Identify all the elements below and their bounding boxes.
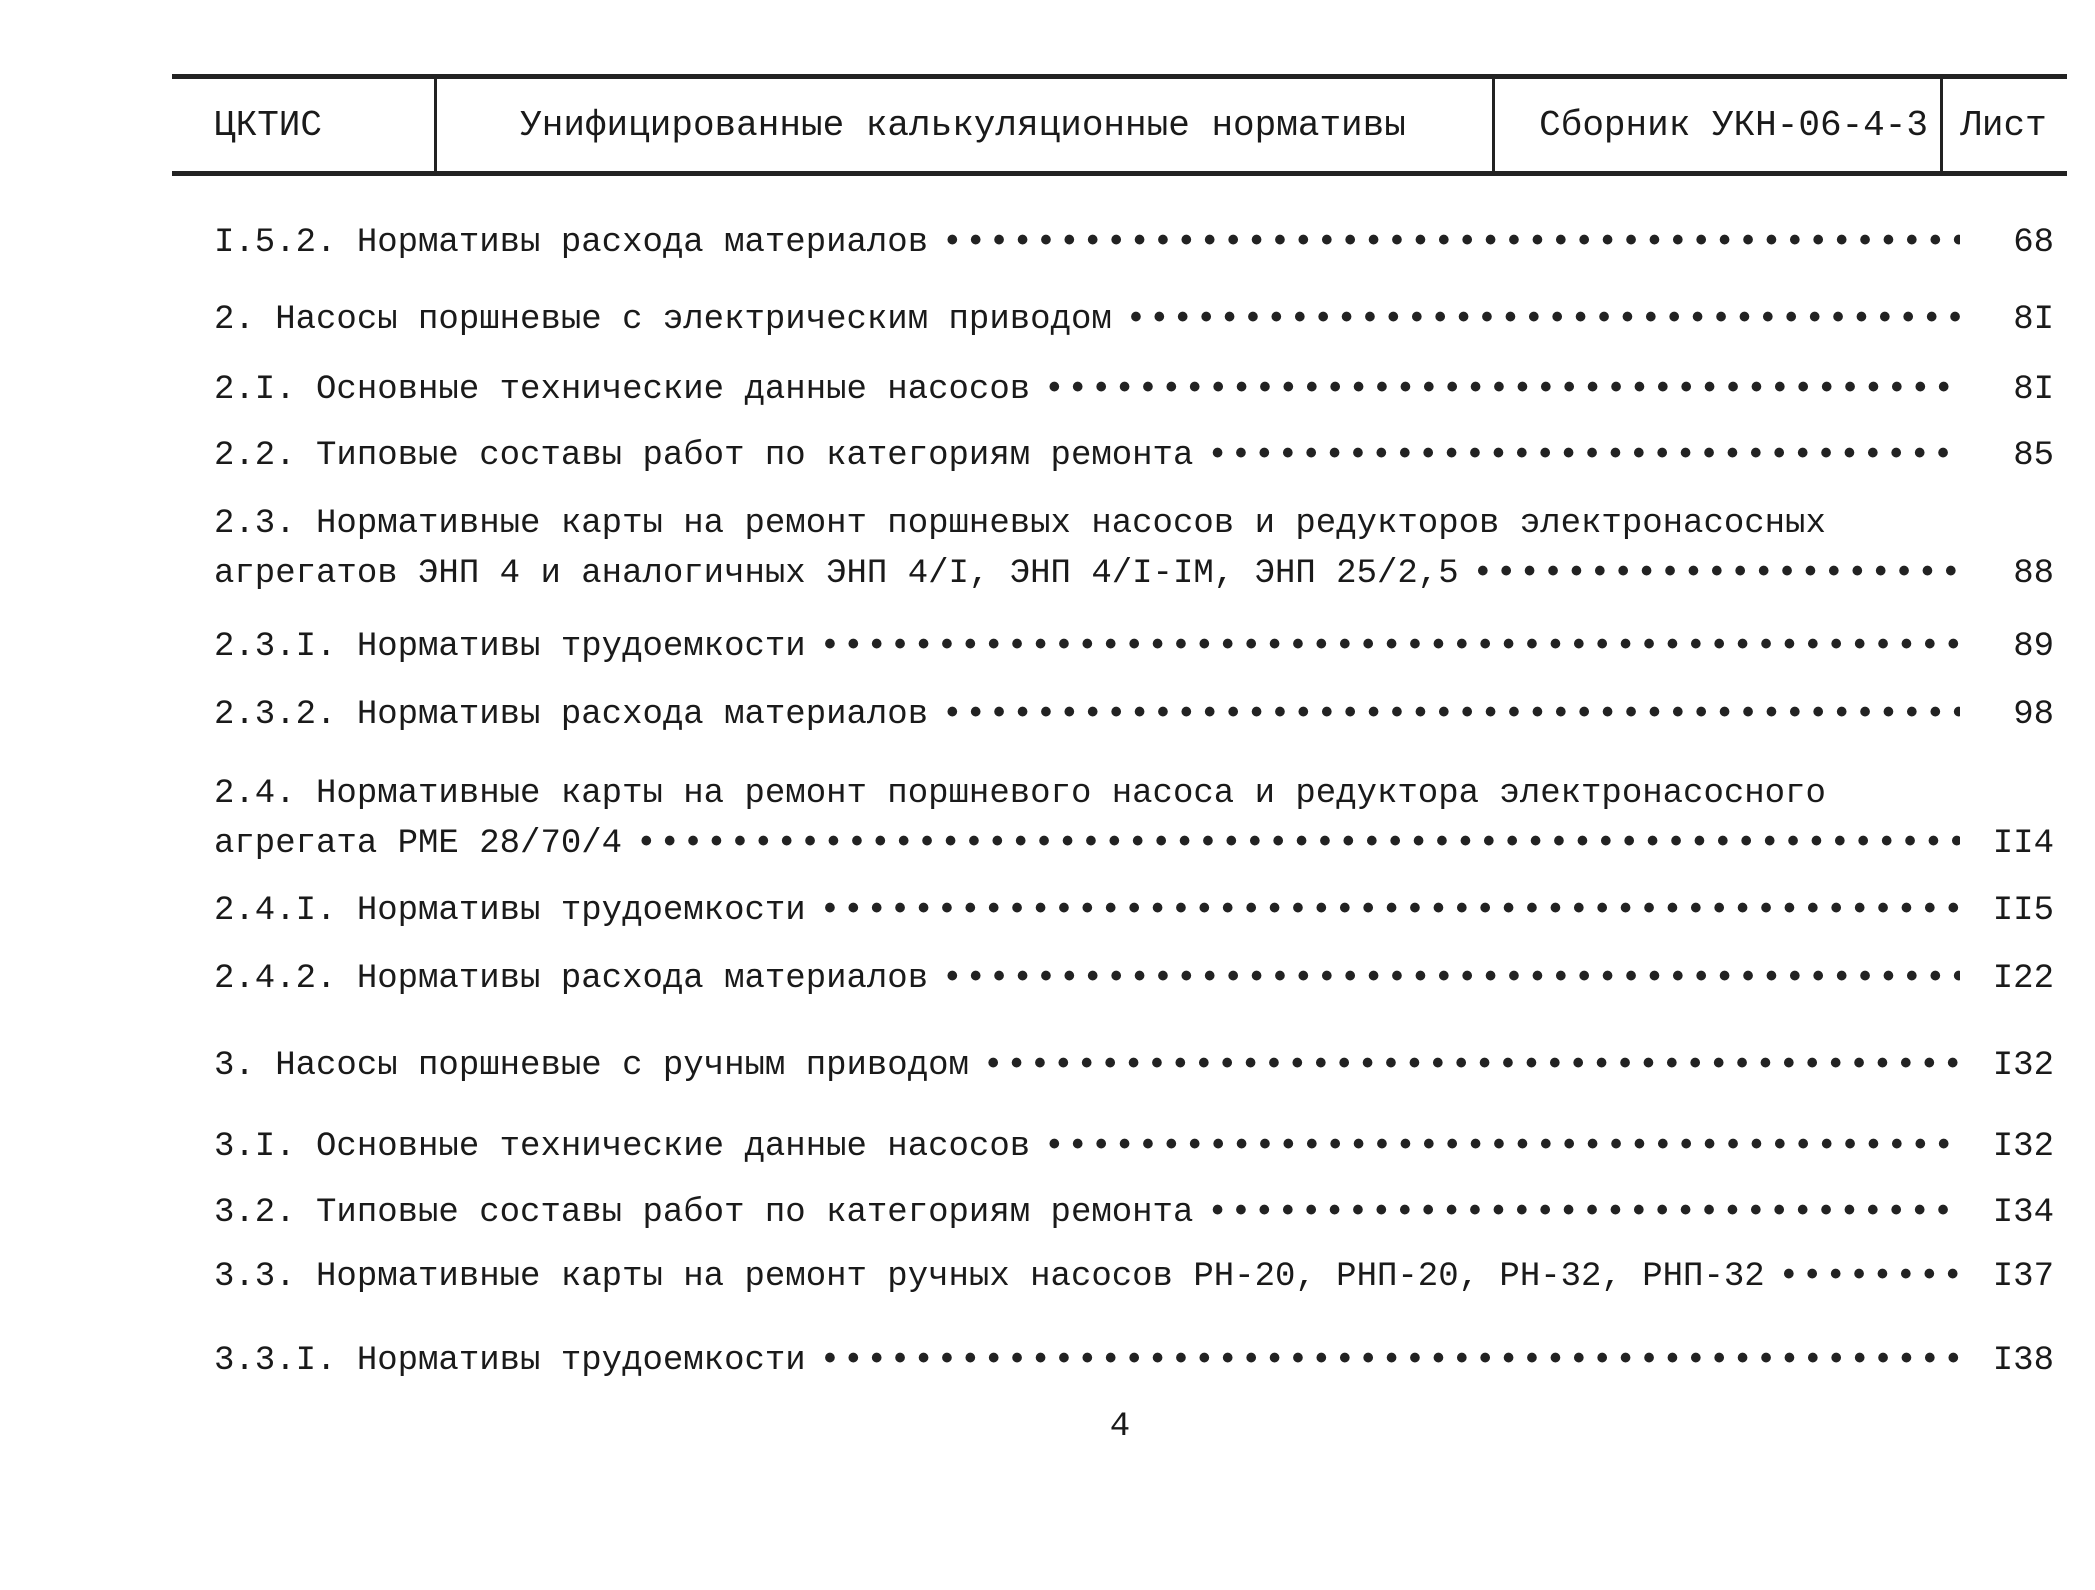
toc-entry-title: 2.3.2. Нормативы расхода материалов (214, 696, 929, 734)
toc-entry-title: 3.2. Типовые составы работ по категориям ремонта (214, 1194, 1194, 1232)
toc-entry-page: 89 (2013, 628, 2054, 666)
toc-entry-page: 68 (2013, 224, 2054, 262)
toc-entry (214, 431, 2054, 481)
toc-entry-title: 3.3. Нормативные карты на ремонт ручных насосов РН-20, РНП-20, РН-32, РНП-32 (214, 1258, 1765, 1296)
toc-entry (214, 1252, 2054, 1302)
toc-entry-page: I34 (1992, 1194, 2054, 1232)
dot-leader (942, 954, 1960, 1004)
toc-entry (214, 1336, 2054, 1386)
toc-entry (214, 365, 2054, 415)
dot-leader (820, 622, 1960, 672)
toc-entry (214, 886, 2054, 936)
dot-leader (1207, 431, 1960, 481)
toc-entry-title-line1: 2.3. Нормативные карты на ремонт поршневых насосов и редукторов электронасосных (214, 505, 1826, 543)
toc-entry (214, 295, 2054, 345)
toc-entry-title: 2.4.I. Нормативы трудоемкости (214, 892, 806, 930)
toc-entry (214, 769, 2054, 869)
toc-entry-page: I32 (1992, 1128, 2054, 1166)
toc-entry-title-line1: 2.4. Нормативные карты на ремонт поршневого насоса и редуктора электронасосного (214, 775, 1826, 813)
dot-leader (1207, 1188, 1960, 1238)
toc-entry (214, 1188, 2054, 1238)
dot-leader (1779, 1252, 1960, 1302)
toc-entry (214, 622, 2054, 672)
toc-entry-page: 85 (2013, 437, 2054, 475)
toc-entry-title: 3.3.I. Нормативы трудоемкости (214, 1342, 806, 1380)
toc-entry-page: II4 (1992, 825, 2054, 863)
document-header (172, 74, 2067, 176)
toc-entry-title: 3.I. Основные технические данные насосов (214, 1128, 1031, 1166)
toc-entry (214, 690, 2054, 740)
page-number: 4 (1109, 1408, 1131, 1446)
toc-entry-page: I22 (1992, 960, 2054, 998)
toc-entry (214, 1122, 2054, 1172)
toc-entry-title: 2.4.2. Нормативы расхода материалов (214, 960, 929, 998)
dot-leader (942, 690, 1960, 740)
toc-entry (214, 1041, 2054, 1091)
toc-entry-title: I.5.2. Нормативы расхода материалов (214, 224, 929, 262)
dot-leader (1044, 1122, 1960, 1172)
toc-entry-page: II5 (1992, 892, 2054, 930)
toc-entry-page: 8I (2013, 301, 2054, 339)
dot-leader (983, 1041, 1960, 1091)
toc-entry-page: 88 (2013, 555, 2054, 593)
header-sheet: Лист (1960, 104, 2047, 146)
toc-entry-title: 3. Насосы поршневые с ручным приводом (214, 1047, 969, 1085)
dot-leader (1126, 295, 1960, 345)
dot-leader (942, 218, 1960, 268)
toc-entry-title: агрегатов ЭНП 4 и аналогичных ЭНП 4/I, ЭНП 4/I-IM, ЭНП 25/2,5 (214, 555, 1459, 593)
toc-entry-title: 2.2. Типовые составы работ по категориям ремонта (214, 437, 1194, 475)
toc-entry-title: 2.I. Основные технические данные насосов (214, 371, 1031, 409)
toc-entry-title: 2. Насосы поршневые с электрическим приводом (214, 301, 1112, 339)
dot-leader (636, 819, 1960, 869)
toc-entry-title: 2.3.I. Нормативы трудоемкости (214, 628, 806, 666)
header-title: Унифицированные калькуляционные нормативы (520, 104, 1406, 146)
dot-leader (820, 1336, 1960, 1386)
toc-entry-page: I32 (1992, 1047, 2054, 1085)
dot-leader (1044, 365, 1960, 415)
toc-entry-page: 98 (2013, 696, 2054, 734)
dot-leader (820, 886, 1960, 936)
toc-entry-page: 8I (2013, 371, 2054, 409)
toc-entry (214, 499, 2054, 599)
toc-entry-page: I38 (1992, 1342, 2054, 1380)
toc-entry-title: агрегата PME 28/70/4 (214, 825, 623, 863)
toc-entry (214, 954, 2054, 1004)
toc-entry (214, 218, 2054, 268)
toc-entry-page: I37 (1992, 1258, 2054, 1296)
header-org: ЦКТИС (214, 104, 323, 146)
dot-leader (1473, 549, 1960, 599)
header-collection: Сборник УКН-06-4-3 (1539, 104, 1928, 146)
